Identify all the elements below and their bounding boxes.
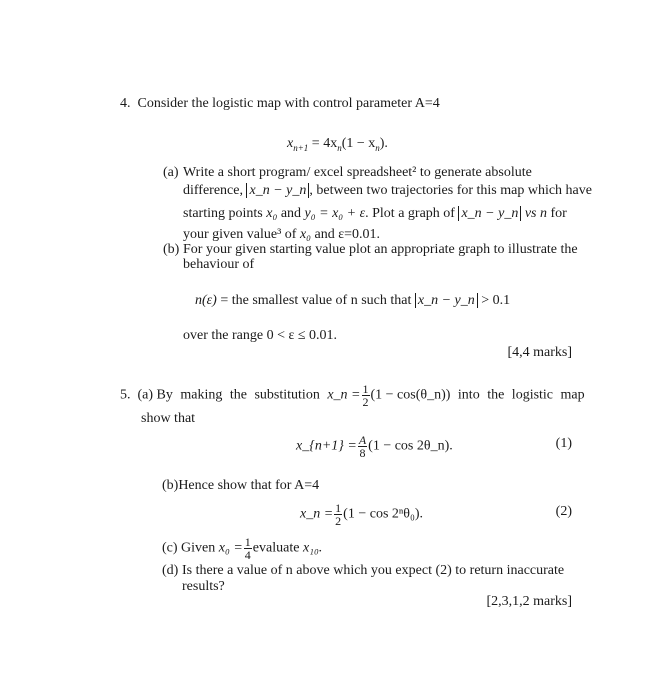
text: evaluate	[252, 540, 303, 556]
q4-logistic-equation	[287, 136, 388, 156]
math: (1 − cos 2ⁿθ₀).	[343, 506, 424, 522]
abs-expression: x_n − y_n	[458, 206, 521, 221]
eq-part: (1 − x	[341, 136, 376, 151]
abs-expression: x_n − y_n	[246, 183, 309, 198]
q5d-line2: results?	[182, 579, 225, 594]
math: x₁₀.	[302, 540, 323, 556]
q4-number: 4.	[120, 96, 131, 111]
math: x₀	[266, 206, 278, 221]
q5a-label: (a)	[137, 387, 154, 403]
text: for	[547, 206, 567, 221]
q4a-line1: Write a short program/ excel spreadsheet² to generate absolute	[183, 165, 532, 180]
q5a-line1	[120, 383, 585, 408]
eq-part: = 4x	[308, 136, 338, 151]
math: x_{n+1} =	[296, 438, 357, 454]
text: and	[277, 206, 305, 221]
text: > 0.1	[477, 293, 511, 308]
q5b-text: (b)Hence show that for A=4	[162, 478, 320, 493]
eq-part: x	[287, 136, 294, 151]
denominator: 8	[359, 446, 366, 460]
text: , between two trajectories for this map which have	[309, 183, 592, 198]
q4b-range: over the range 0 < ε ≤ 0.01.	[183, 328, 338, 343]
eq-part: n+1	[293, 142, 309, 153]
q5-equation-2	[300, 502, 423, 527]
math: n(ε)	[195, 293, 217, 308]
math: x₀ =	[218, 540, 243, 556]
q5d-line1: Is there a value of n above which you expect (2) to return inaccurate	[182, 563, 565, 578]
q4b-line2: behaviour of	[183, 257, 255, 272]
q5c-label: (c)	[162, 540, 178, 556]
eq-part: n	[375, 142, 380, 153]
abs-expression: x_n − y_n	[415, 293, 478, 308]
fraction	[334, 502, 342, 527]
q4b-definition	[195, 293, 510, 309]
text: Given	[181, 540, 219, 556]
text: starting points	[183, 206, 267, 221]
math: y₀ = x₀ + ε	[304, 206, 366, 221]
text: = the smallest value of n such that	[216, 293, 415, 308]
math: (1 − cos(θ_n))	[370, 387, 451, 403]
math: vs n	[521, 206, 547, 221]
numerator: 1	[244, 535, 251, 549]
numerator: A	[358, 433, 367, 447]
fraction	[244, 536, 252, 561]
q5-number: 5.	[120, 387, 131, 403]
text: difference,	[183, 183, 247, 198]
text: and ε=0.01.	[311, 227, 381, 242]
q5c-line	[162, 536, 322, 561]
q5d-label: (d)	[162, 563, 179, 578]
math: (1 − cos 2θ_n).	[368, 438, 453, 454]
q4a-line3	[183, 206, 567, 222]
eq-part: ).	[379, 136, 388, 151]
q5-equation-1	[296, 434, 453, 459]
q4b-label: (b)	[163, 242, 180, 257]
math: x_n =	[300, 506, 334, 522]
q4a-line2	[183, 183, 592, 199]
q4-marks: [4,4 marks]	[507, 345, 572, 360]
q4b-line1: For your given starting value plot an appropriate graph to illustrate the	[183, 242, 578, 257]
q4a-line4	[183, 227, 380, 243]
q4a-label: (a)	[163, 165, 179, 180]
denominator: 2	[362, 395, 369, 409]
equation-tag-1: (1)	[555, 436, 572, 451]
denominator: 2	[335, 514, 342, 528]
q4-intro-text: Consider the logistic map with control parameter A=4	[137, 96, 440, 111]
q4-intro	[120, 96, 440, 112]
fraction	[358, 434, 367, 459]
equation-tag-2: (2)	[555, 504, 572, 519]
numerator: 1	[362, 382, 369, 396]
fraction	[362, 383, 370, 408]
math: x_n =	[327, 387, 361, 403]
text: . Plot a graph of	[365, 206, 459, 221]
q5a-line2: show that	[141, 411, 196, 426]
text: your given value³ of	[183, 227, 300, 242]
eq-part: n	[337, 142, 342, 153]
text: into the logistic map	[450, 387, 585, 403]
denominator: 4	[244, 548, 251, 562]
text: By making the substitution	[156, 387, 328, 403]
q5-marks: [2,3,1,2 marks]	[486, 594, 572, 609]
numerator: 1	[335, 501, 342, 515]
math: x₀	[299, 227, 312, 242]
